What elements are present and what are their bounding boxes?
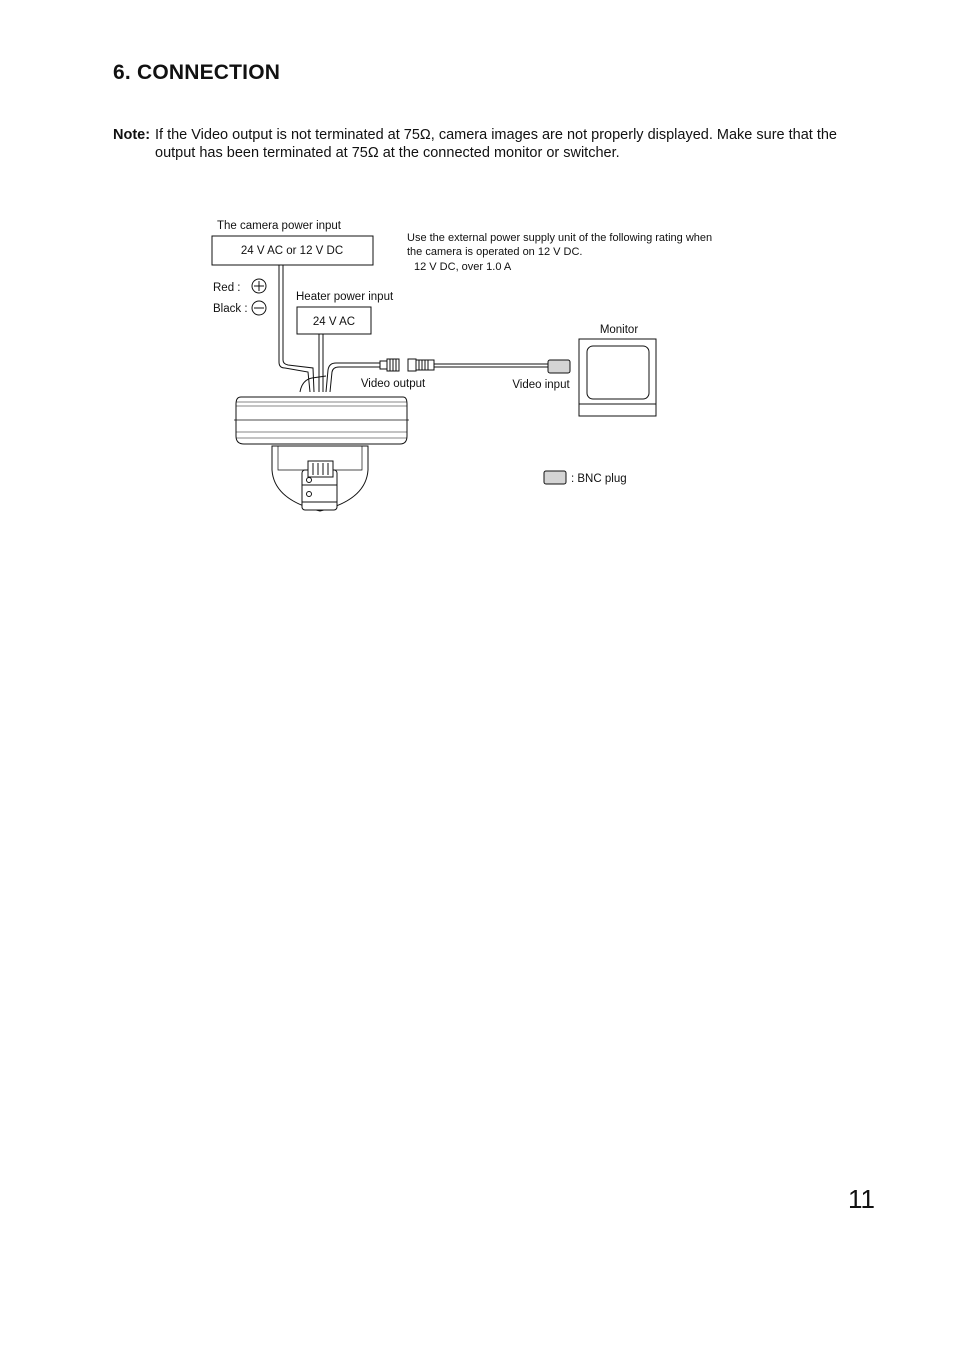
video-output-label: Video output — [360, 378, 426, 390]
minus-icon — [252, 301, 266, 315]
legend-bnc-plug-icon — [544, 471, 566, 484]
monitor — [579, 339, 656, 416]
page-title: 6. CONNECTION — [113, 61, 281, 84]
black-label: Black : — [213, 303, 248, 315]
external-power-line3: 12 V DC, over 1.0 A — [414, 261, 512, 273]
heater-power-wires — [319, 334, 323, 392]
red-label: Red : — [213, 282, 241, 294]
video-output-connector — [380, 359, 399, 371]
monitor-bnc-plug — [548, 360, 570, 373]
monitor-label: Monitor — [599, 324, 639, 336]
note-text: If the Video output is not terminated at 75Ω, camera images are not properly displayed. Make sure that the output has been terminated at 75Ω at the connected monitor or switcher. — [155, 127, 837, 161]
legend-bnc-plug-label: : BNC plug — [571, 473, 627, 485]
plus-icon — [252, 279, 266, 293]
bnc-connector — [408, 359, 434, 371]
video-cable — [434, 364, 548, 367]
external-power-line2: the camera is operated on 12 V DC. — [407, 246, 583, 258]
note-label: Note: — [113, 127, 151, 143]
connection-diagram — [0, 0, 954, 560]
camera-power-value: 24 V AC or 12 V DC — [240, 245, 344, 257]
external-power-line1: Use the external power supply unit of the following rating when — [407, 232, 713, 244]
dome-camera — [234, 397, 409, 511]
page-number: 11 — [848, 1184, 875, 1214]
camera-power-label: The camera power input — [217, 220, 342, 232]
video-input-label: Video input — [512, 379, 570, 391]
heater-power-label: Heater power input — [296, 291, 394, 303]
heater-power-value: 24 V AC — [312, 316, 356, 328]
